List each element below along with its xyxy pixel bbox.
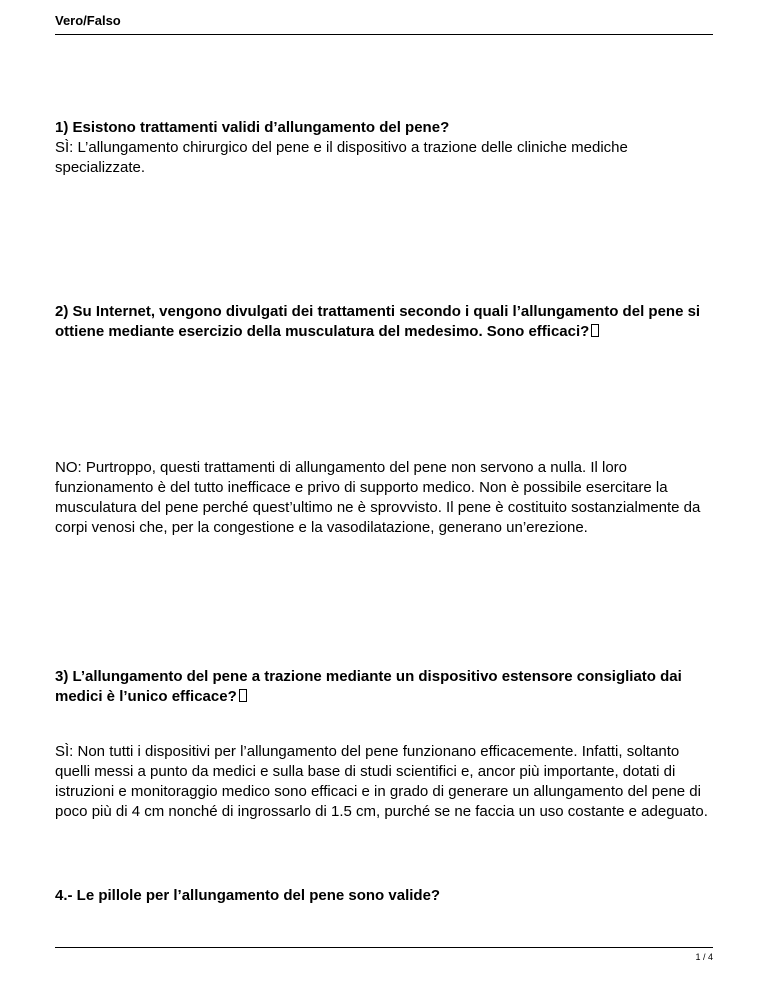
page-header xyxy=(55,12,713,35)
missing-glyph-box xyxy=(239,689,247,702)
question-2: 2) Su Internet, vengono divulgati dei trattamenti secondo i quali l’allungamento del pene si ottiene mediante esercizio della musculatura del medesimo. Sono efficaci? xyxy=(55,303,701,340)
section-1 xyxy=(55,118,715,178)
section-2-answer xyxy=(55,458,715,538)
answer-3: SÌ: Non tutti i dispositivi per l’allungamento del pene funzionano efficacemente. Infatti, soltanto quelli messi a punto da medici e sulla base di studi scientifici e, ancor più importante, dotati di istruzioni e monitoraggio medico sono efficaci e in grado di generare un allungamento del pene di poco più di 4 cm nonché di ingrossarlo di 1.5 cm, purché se ne faccia un uso costante e adeguato. xyxy=(55,743,708,820)
question-4: 4.- Le pillole per l’allungamento del pene sono valide? xyxy=(55,887,441,904)
section-3-answer xyxy=(55,742,715,822)
question-1: 1) Esistono trattamenti validi d’allungamento del pene? xyxy=(55,119,450,136)
page-footer xyxy=(55,947,713,962)
question-3: 3) L’allungamento del pene a trazione mediante un dispositivo estensore consigliato dai medici è l’unico efficace? xyxy=(55,668,682,705)
section-2-question xyxy=(55,302,715,342)
missing-glyph-box xyxy=(591,324,599,337)
page-number: 1 / 4 xyxy=(695,952,713,962)
answer-1: SÌ: L’allungamento chirurgico del pene e il dispositivo a trazione delle cliniche mediche specializzate. xyxy=(55,139,628,176)
section-4 xyxy=(55,886,715,906)
section-3-question xyxy=(55,667,715,707)
document-title: Vero/Falso xyxy=(55,13,121,28)
answer-2: NO: Purtroppo, questi trattamenti di allungamento del pene non servono a nulla. Il loro funzionamento è del tutto inefficace e privo di supporto medico. Non è possibile esercitare la musculatura del pene perché quest’ultimo ne è sprovvisto. Il pene è costituito sostanzialmente da corpi venosi che, per la congestione e la vasodilatazione, generano un’erezione. xyxy=(55,459,701,536)
